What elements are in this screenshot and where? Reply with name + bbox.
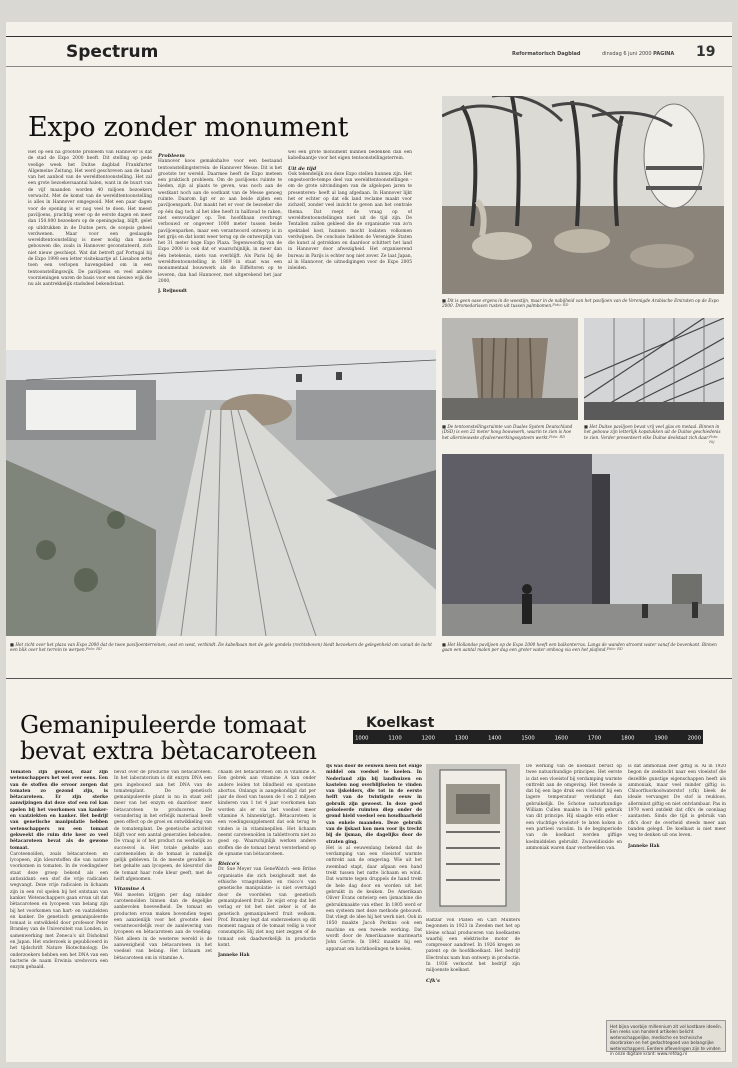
timeline-label: 1600 [554, 735, 568, 742]
timeline-label: 1300 [454, 735, 469, 742]
caption-german-pavilion: ■ Het Duitse paviljoen bevat vrij veel glas en metaal. Binnen in het gebouw zijn letterlijk kopstukken uit de Duitse geschiedenis te zien. Verder presenteert elke Duitse deelstaat zich daar. Foto: Nij [584, 424, 721, 445]
koelkast-title: Koelkast [366, 715, 435, 731]
header-rule-bottom [6, 66, 732, 67]
photo-camels [442, 96, 724, 294]
photo-dutch-pavilion [442, 454, 724, 636]
photo-expo-plaza [6, 350, 436, 636]
caption-dsd: ■ De tentoonstellingsruimte van Duales System Deutschland (DSD) is een 22 meter hoog bouwwerk, waarin te zien is hoe het allernieuwste afvalverwerkingssysteem werkt. Foto: RD [442, 424, 573, 440]
section-divider [6, 678, 732, 679]
caption-dutch-pavilion: ■ Het Hollandse paviljoen op de Expo 2000 heeft een balkonterras. Langs de wanden stroomt water vanaf de bovenkant. Binnen gaan een aantal malen per dag een groter water omhoog via een het plafond. Foto: RD [442, 642, 717, 653]
newspaper-page [6, 22, 732, 1062]
koelkast-column-2: Baltzar von Platen en Carl Munters begonnen in 1923 in Zweden met het op kleine schaal produceren van koelkasten waarbij een elektrische motor de compressor aandreef. In 1926 kregen ze patent op de hoofdkoelkast. Het bedrijf Electrolux nam hun ontwerp in productie. In 1936 verkocht het bedrijf zijn miljoenste koelkast. Cfk's [426, 918, 520, 984]
tomaat-column-1: Tomaten zijn gezond, daar zijn wetenschappers het wel over eens. Een van de stoffen die ervoor zorgen dat tomaten zo gezond zijn, is bètacaroteen. Er zijn sterke aanwijzingen dat deze stof een rol kan spelen bij het voorkomen van kanker- en vaatziekten en kanker. Het bedrijf van genetische manipulatie hebben wetenschappers nu een tomaat gekweekt die ruim drie keer zo veel bètacaroteen bevat als de gewone tomaat. Caroteenoïden, zoals bètacaroteen en lycopeen, zijn kleurstoffen die van nature voorkomen in tomaten. In de voedingsleer staat deze groep bekend als een antioxidant: een stof die vrije radicalen wegvangt. Deze vrije radicalen in lichaam zijn in een rol spelen bij het ontstaan van kanker. Wetenschappers gaan ervan uit dat bètacaroteen en lycopeen van belang zijn bij het voorkomen van hart- en vaatziekten en kanker. De genetisch gemanipuleerde tomaat is ontwikkeld door professor Peter Bramley van de Universiteit van Londen, in samenwerking met Zeneca's uit Dishoknd en Japan. Het onderzoek is gepubliceerd in het tijdschrift Nature Biotechnology. De onderzoekers hebben een het DNA van een bacterie de naam Erwinia uredovora een enzym gehaald. [10, 770, 108, 971]
header-rule [6, 36, 732, 37]
photo-dsd [442, 318, 578, 420]
timeline-label: 1400 [488, 735, 502, 742]
paper-name: Reformatorisch Dagblad [512, 51, 581, 57]
page-number: 19 [696, 44, 716, 60]
caption-camels: ■ Dit is geen oase ergens in de woestijn, maar in de nabijheid van het paviljoen van de Verenigde Arabische Emiraten op de Expo 2000. Dromedarissen rusten uit tussen palmbomen. Foto: RD [442, 298, 719, 309]
timeline-label: 2000 [687, 735, 701, 742]
koelkast-column-3: De werking van de koelkast berust op twee natuurkundige principes. Het eerste is dat een vloeistof bij verdamping warmte onttrekt aan de omgeving. Het tweede is dat bij een lage druk een vloeistof bij een lagere temperatuur verdampt dan gebruikelijk. De Schotse natuurkundige William Cullen maakte in 1748 gebruik van dit principe. Hij slaagde erin ether -een vluchtige vloeistof- te laten koken in een partieel vacuüm. In de beginperiode van de koelkast werden giftige koelmiddelen gebruikt. Zwaveldioxide en ammoniak waren daar voorbeelden van. [526, 764, 622, 851]
photo-german-pavilion [584, 318, 724, 420]
expo-column-3: wel een grote monument kunnen bedenken dan een kabelbaantje voor het eigen tentoonstellingsterrein. Uit de tijd Ook tekendelijk zou deze Expo stellen hunnen zijn. Het ongestoorde-tempo deel van wereldtentoonstellingen -om de grote uitvindingen van de afgelopen jaren te presenteren- heeft al lang afgedaan. In Hannover lijkt het er echter op dat elk land reclame maakt voor zichzelf, zonder veel inzicht te geven aan het centrale thema. Dat roept de vraag op of wereldtentoonstellingen niet uit de tijd zijn. De Tentallen zullen gekleed die de organisatie van zo'n spektakel kost, hunnen mocht loslaten volkomen verdwijnen. De conclusie hebben de Verenigde Staten die kunst al getrokken en daardoor schittert het land in Hannover door afwezigheid. Het organiserend bureau in Parijs is echter nog niet zover. Ze laat Japan, al in Hannover, de uitnodigingen voor de Expo 2005 inleiden. [288, 150, 412, 272]
timeline-label: 1000 [355, 735, 369, 742]
tomaat-column-2: bevat over de productie van bètacaroteen. In het laboratorium is dit enzym DNA een gen ingebouwd aan het DNA van de tomatenplant. De genetisch gemanipuleerde plant is nu in staat zelf meer van het enzym en daardoor meer bètacaroteen te produceren. De verandering in het erfelijk materiaal heeft geen effect op de groei en ontwikkeling van de tomatenplant. De genetische activiteit blijft voor een aantal generaties behouden. De vraag is of het product nu werkelijk zo succesvol is. Het totale gehalte aan caroteenoïden in de tomaat is namelijk gelijk gebleven. In de meeste gevallen is het gehalte aan lycopeen, de kleurstof die de tomaat haar rode kleur geeft, met de helft afgenomen. Vitamine A Wel moeten krijgen per dag minder caroteenoïden binnen dan de degelijke aanbevolen hoeveelheid. De tomaat en producten ervan maken bovendien tegen een aanzienlijk voor het grootste deel verantwoordelijk voor de aanlevering van lycopeen en bètacaroteen aan de voeding. Niet alleen in de westerse wereld is de aanwezigheid van bètacaroteen in het voedsel van belang. Het lichaam zet bètacaroteen om in vitamine A. [114, 770, 212, 961]
timeline-graphic [328, 730, 728, 744]
timeline-label: 1700 [587, 735, 602, 742]
timeline-label: 1800 [621, 735, 635, 742]
section-title: Spectrum [66, 42, 159, 62]
millennium-infobox: Het bijna voorbije millennium zit vol kostbare ideeën. Een reeks van honderd artikelen belicht wetenschappelijke, medische en technische doorbraken en het gedachtegoed van belangrijke wetenschappers. Eerdere afleveringen zijn te vinden in onze digitale krant: www.refdag.nl [606, 1020, 726, 1052]
koelkast-column-1: Ijs was door de eeuwen heen het enige middel om voedsel te koelen. In Nederland zijn bij landhuizen en kastelen nog overblijfselen te vinden van ijskelders, die tot in de eerste helft van de twintigste eeuw in gebruik zijn geweest. In deze goed geïsoleerde ruimten diep onder de grond hield voedsel een houdbaarheid van enkele maanden. Deze gebruik van de ijskast kon men voor ijs trecht bij de ijsman, die dagelijks door de straten ging. Het is al eeuwenlang bekend dat de verdamping van een vloeistof warmte onttrekt aan de omgeving. Wie uit het zwembad stapt, daar afgaan een hand trekt tussen het natte lichaam en wind. Dat warmte tegen druppels de hand trekt de hele dag door en worden uit het gebruikt in de keuken. De Amerikaan Oliver Evans ontwierp een ijsmachine die gebruikmaakte van ether. In 1805 werd er een systeem met deze methode gebouwd. Dat vliegt de idee hij het werk niet. Ook in 1850 maakte Jacob Perkins ook een machine en een tweede werking. Dat wordt door de Amerikaanse marinearts John Gorrie. In 1842 maakte hij een apparaat om luchtkoelingen te koelen. [326, 764, 422, 952]
expo-column-2: Probleem Hannover koos gemakshalve voor een bestaand tentoonstellingsterrein: de Hannover Messe. Dit is het grootste ter wereld. Daarmee heeft de Expo meteen een praktisch probleem. Om de paviljoens ruimte te bieden, zijn al plaats te geven, was noch aan de westkant noch aan de oostkant van de Messe genoeg ruimte. Daarom ligt er zo aan beide zijden een paviljoenspark. Dat maakt het er voor de bezoeker die op één dag toch al het idee heeft in halfzoud te raken, niet eenvoudiger op. Ten hoofdbaan overbrugt verbouwd er ongeveer 1000 meter tussen beide paviljoenparken, maar een verantwoord ontwerp is in het grijs en dat komt weer terug op de ontwerplijn van het 31 meter hoge Expo Plaza. Tegenwoordig van de Expo 2000 is ook dat er waarschijnlijk, in meer dan één betekenis, niets van overblijft. Als Paris bij de wereldtentoonstelling in 1889 in staat was een monumentaal bouwwerk als de Eiffeltoren op te leveren, dan had Hannover, met uitgerekend het jaar 2000, J. Reijnoudt [158, 153, 282, 295]
tomaat-headline: Gemanipuleerde tomaat bevat extra bètacaroteen [20, 711, 317, 765]
timeline-label: 1900 [654, 735, 668, 742]
expo-column-1: Het op een na grootste probleem van Hannover is dat de stad de Expo 2000 heeft. Dit stelling op pede veelige week het Duitse dagblad Frankfurter Allgemeine Zeitung. Het werd geschreven aan de hand van het aanbod van de wereldtentoonstelling. Het zal een grote bezoekersaantal halen, want in de buurt van de vijf maanden worden 40 miljoen bezoekers verwacht. Met de komst van de wereldtentoonstelling is alles in Hannover omgegooid. Met een paar dagen voor de opening is er nog veel te doen. Het meest paviljoens, prachtig weer op de eerste dagen en meer dan 150.000 bezoekers op de openingsdag, blijft, gelet op uitdrukken in de Duitse pers, de scepsis geheel verdwenen. Maar voor een geslaagde wereldtentoonstelling is meer nodig dan mooie gebouwen die, zoals in Hannover geconstateerd, zich niet nieuw geschiept. Wat dat betreft gaf Portugal bij de Expo 1998 een letter visitekaartje af. Lissabon zette toen een verlopen havengebied om in een tentoonstellingswijk. De paviljoens en veel andere voorzieningen waren de basis voor een nieuwe wijk die nu als aantrekkelijk stadsdeel bekendstaat. [28, 150, 152, 288]
koelkast-column-4: is dat ammoniak zeer giftig is. Al in 1920 begon de zoektocht naar een vloeistof die dezelfde gunstige eigenschappen heeft als ammoniak, maar veel minder giftig is. Chloorfluorkoolwaterstof (cfk) bleek de ideale vervanger. De stof is reukloos, allerminst giftig en niet ontvlambaar. Pas in 1970 werd ontdekt dat cfk's de ozonlaag aantasten. Sinds die tijd is gebruik van cfk's door de overheid steeds meer aan banden gelegd. De koelkast is niet meer weg te denken uit ons leven. Janneke Hak [628, 764, 726, 849]
timeline-label: 1200 [421, 735, 435, 742]
timeline-label: 1500 [521, 735, 535, 742]
expo-headline: Expo zonder monument [28, 112, 349, 143]
dateline: dinsdag 6 juni 2000 PAGINA [602, 51, 675, 57]
caption-expo-plaza: ■ Het zicht over het plaza van Expo 2000 dat de twee paviljoenterreinen, oost en west, verbindt. De kabelbaan met de gele gondels (rechtsboven) biedt bezoekers de gelegenheid om vanuit de lucht een blik over het terrein te werpen. Foto: RD [10, 642, 432, 653]
timeline-label: 1100 [388, 735, 402, 742]
tomaat-column-3: chaam zet bètacaroteen om in vitamine A. Een gebrek aan vitamine A kan onder andere leiden tot blindheid en spontane abortus. Onlangs is aangekondigd dat per jaar de dood van tussen de 1 en 2 miljoen kinderen van 1 tot 4 jaar voorkomen kan worden als er via het voedsel meer vitamine A binnenkrijgt. Bètacaroteen is een voedingssupplement dat ook terug te vinden is in vitaminepillen. Het lichaam neemt caroteenoïden in tablettvorm niet zo goed op. Waarschijnlijk werken andere stoffen die de tomaat bevat versterkend op de opname van bètacaroteen. Risico's Dr. Sue Meyer van GeneWatch -een Britse organisatie die zich bezighoudt met de ethische vraagstukken en risico's van genetische manipulatie- is niet overtuigd door de voordelen van genetisch gemanipuleerd fruit. Ze wijst erop dat het verlag er tot het niet zeker is of de genetisch gemanipuleerd fruit welkom. Prof. Bramley legt dat onderzoekers op dit moment nagaan of de tomaat veilig is voor consumptie. Hij ziet nog niet zeggen of de tomaat ook daadwerkelijk in productie komt. Janneke Hak [218, 770, 316, 959]
photo-refrigerator [426, 764, 520, 912]
